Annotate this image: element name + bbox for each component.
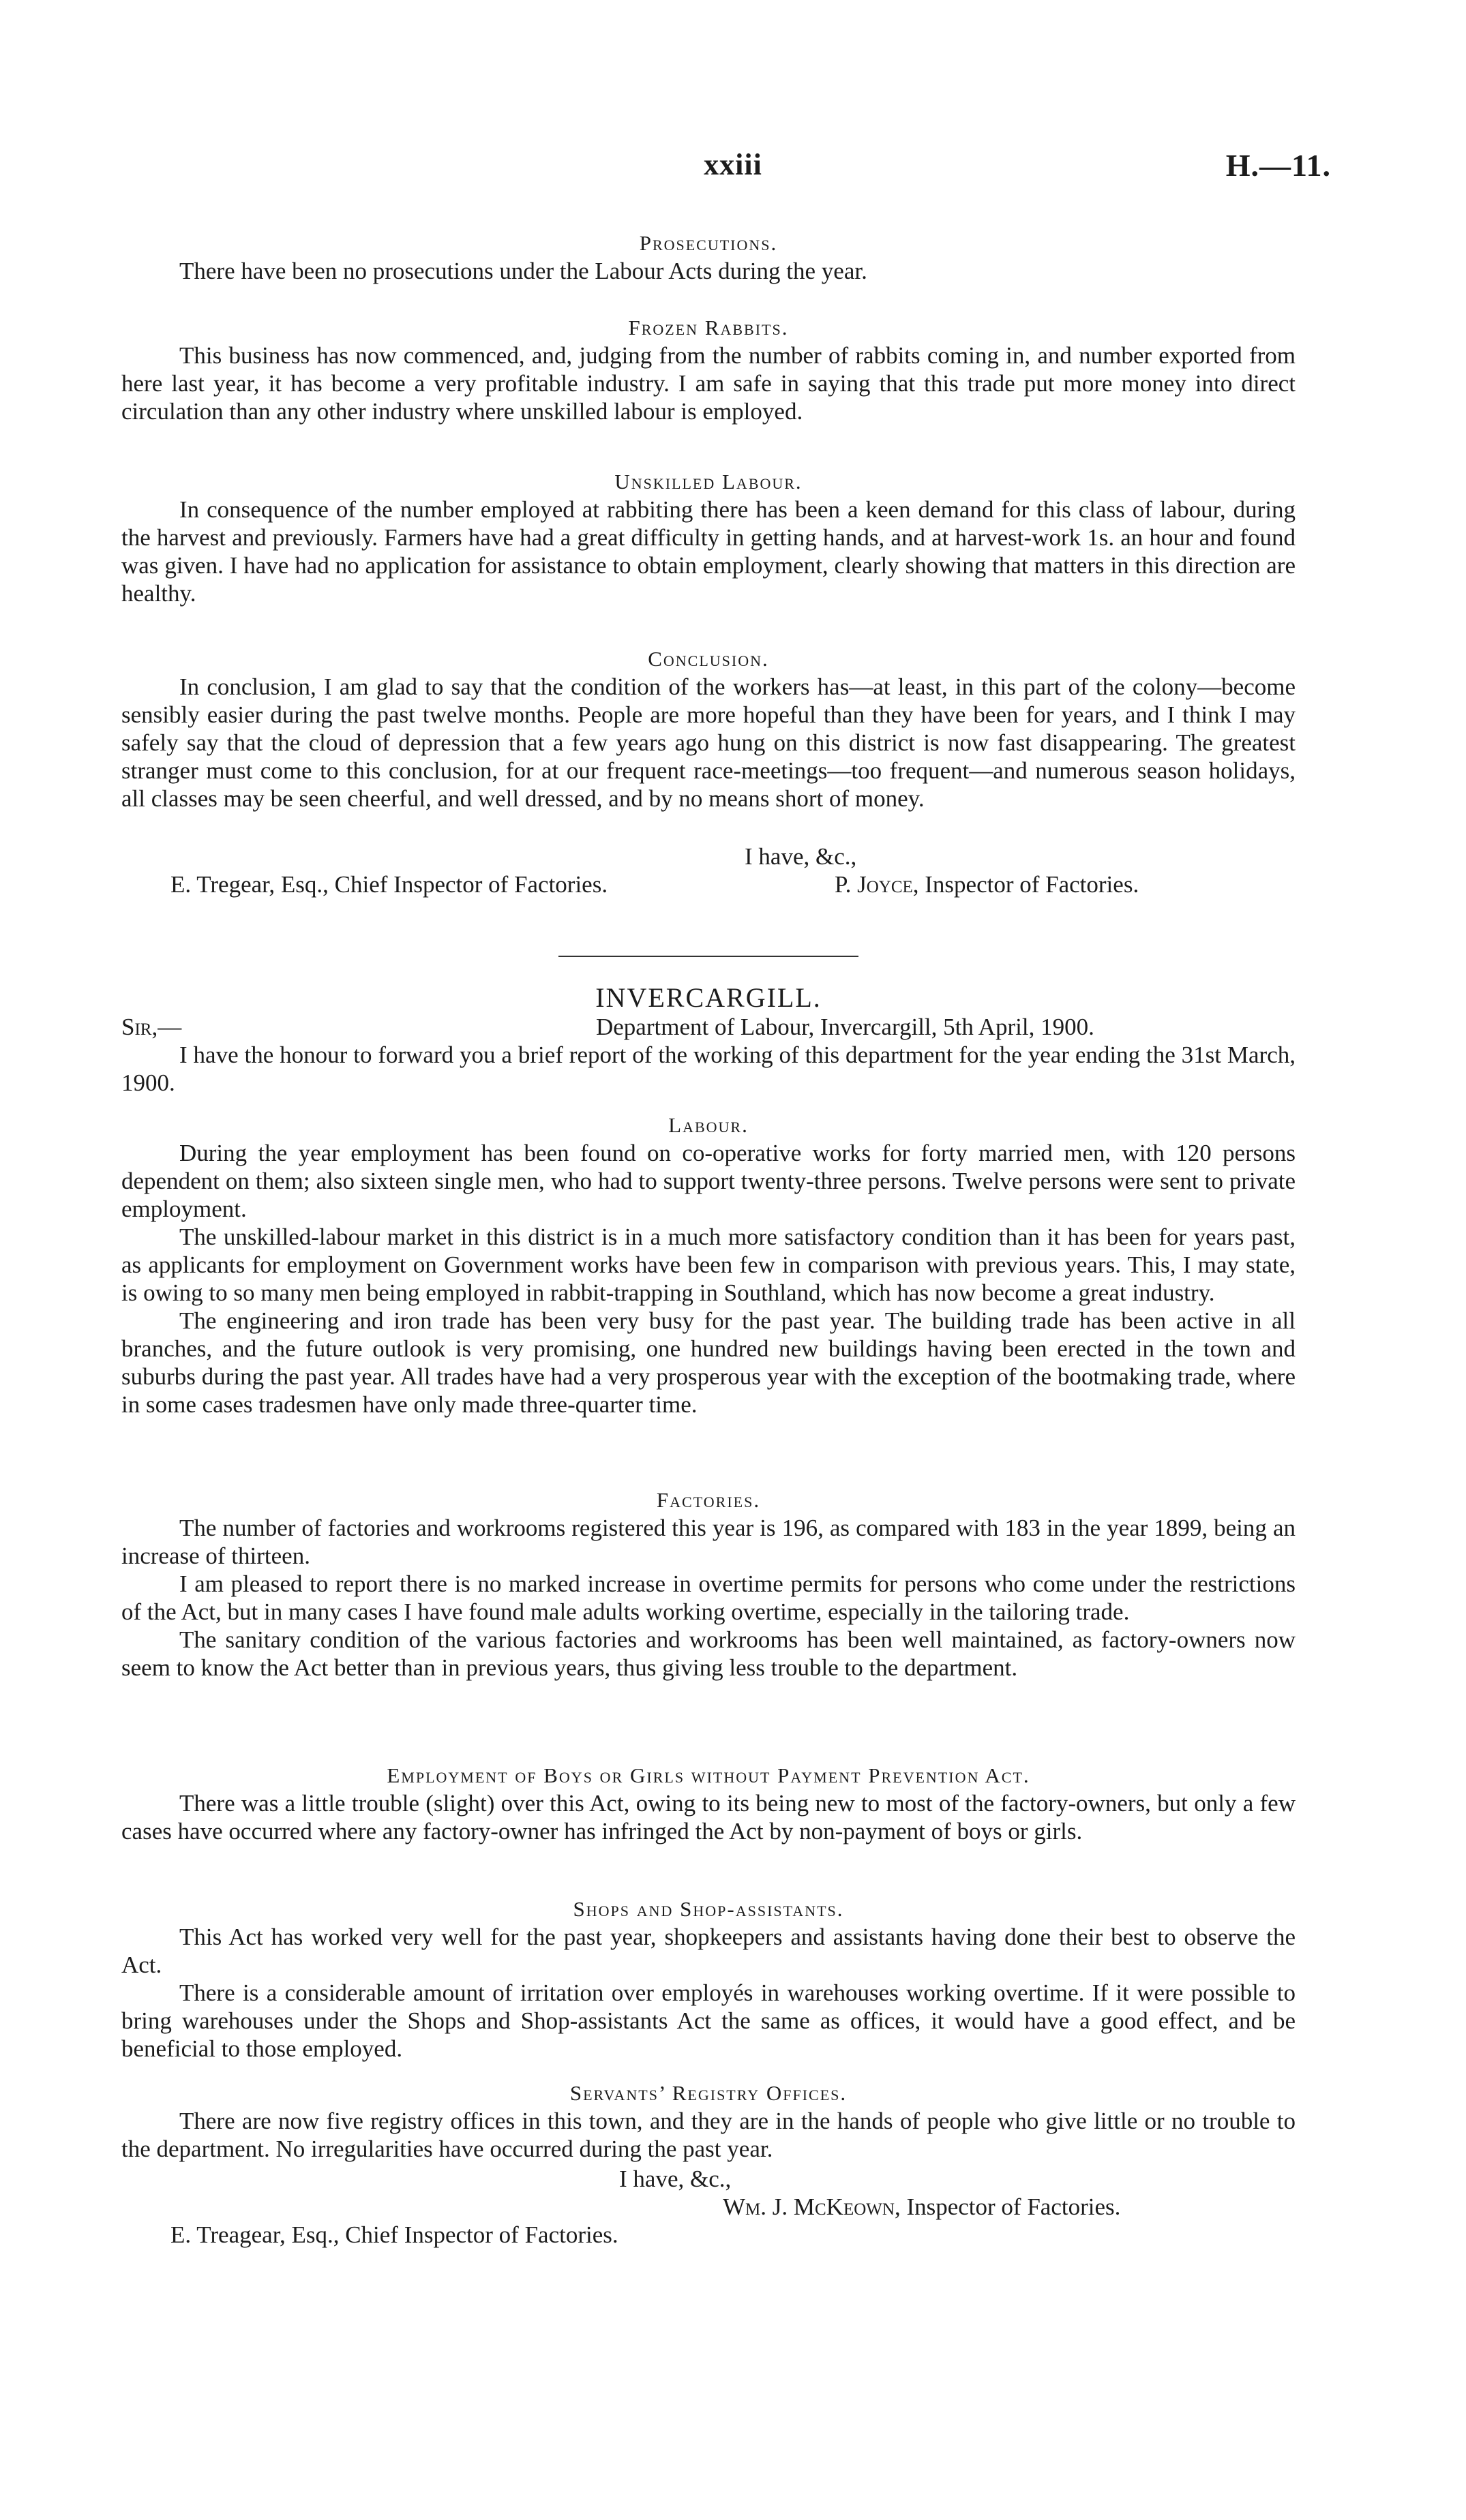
signatory-name-2: Wm. J. McKeown (723, 2193, 895, 2220)
heading-conclusion: Conclusion. (648, 647, 769, 671)
section-prosecutions (121, 229, 1296, 285)
paragraph-factories-1: The number of factories and workrooms registered this year is 196, as compared with 183 in the year 1899, being an increase of thirteen. (121, 1515, 1296, 1569)
heading-frozen-rabbits: Frozen Rabbits. (628, 316, 789, 339)
signature-block-2 (121, 2165, 1296, 2249)
paragraph-frozen-rabbits: This business has now commenced, and, judging from the number of rabbits coming in, and number exported from here last year, it has become a very profitable industry. I am safe in saying that this trade put more money into direct circulation than any other industry where unskilled labour is employed. (121, 342, 1296, 425)
page-header (0, 147, 1466, 188)
paragraph-conclusion: In conclusion, I am glad to say that the condition of the workers has—at least, in this part of the colony—become sensibly easier during the past twelve months. People are more hopeful than they have been for years, and I think I may safely say that the cloud of depression that a few years ago hung on this district is now fast disappearing. The greatest stranger must come to this conclusion, for at our frequent race-meetings—too frequent—and numerous season holidays, all classes may be seen cheerful, and well dressed, and by no means short of money. (121, 673, 1296, 812)
signatory-1 (835, 870, 1139, 898)
section-conclusion (121, 645, 1296, 813)
section-frozen-rabbits (121, 314, 1296, 425)
section-factories (121, 1486, 1296, 1682)
heading-factories: Factories. (656, 1488, 761, 1512)
heading-labour: Labour. (668, 1113, 749, 1137)
page-number: xxiii (704, 148, 762, 181)
heading-unskilled-labour: Unskilled Labour. (614, 470, 803, 494)
addressee-1: E. Tregear, Esq., Chief Inspector of Factories. (170, 871, 608, 898)
signature-block-1 (121, 842, 1296, 898)
paragraph-registry: There are now five registry offices in this town, and they are in the hands of people who give little or no trouble to the department. No irregularities have occurred during the past year. (121, 2108, 1296, 2162)
dateline: Department of Labour, Invercargill, 5th April, 1900. (596, 1014, 1094, 1040)
closing-1: I have, &c., (745, 843, 857, 870)
section-labour (121, 1111, 1296, 1418)
paragraph-factories-3: The sanitary condition of the various factories and workrooms has been well maintained, as factory-owners now seem to know the Act better than in previous years, thus giving less trouble to the department. (121, 1626, 1296, 1681)
paragraph-labour-1: During the year employment has been found on co-operative works for forty married men, with 120 persons dependent on them; also sixteen single men, who had to support twenty-three persons. Twelve persons were sent to private employment. (121, 1140, 1296, 1222)
heading-employment-act: Employment of Boys or Girls without Payment Prevention Act. (387, 1763, 1030, 1787)
paragraph-employment-act: There was a little trouble (slight) over this Act, owing to its being new to most of the factory-owners, but only a few cases have occurred where any factory-owner has infringed the Act by non-payment of boys or girls. (121, 1790, 1296, 1845)
paragraph-factories-2: I am pleased to report there is no marked increase in overtime permits for persons who come under the restrictions of the Act, but in many cases I have found male adults working overtime, especially in the tailoring trade. (121, 1570, 1296, 1625)
signatory-2 (723, 2193, 1120, 2221)
paragraph-labour-2: The unskilled-labour market in this district is in a much more satisfactory condition than it has been for years past, as applicants for employment on Government works have been few in comparison with previous years. This, I may state, is owing to so many men being employed in rabbit-trapping in Southland, which has now become a great industry. (121, 1224, 1296, 1306)
report-title: INVERCARGILL. (595, 982, 822, 1013)
paragraph-labour-3: The engineering and iron trade has been very busy for the past year. The building trade has been active in all branches, and the future outlook is very promising, one hundred new buildings having been erected in the town and suburbs during the past year. All trades have had a very prosperous year with the exception of the bootmaking trade, where in some cases tradesmen have only made three-quarter time. (121, 1307, 1296, 1418)
section-divider (121, 956, 1296, 957)
heading-prosecutions: Prosecutions. (639, 231, 778, 255)
paragraph-prosecutions: There have been no prosecutions under the Labour Acts during the year. (179, 258, 867, 284)
paragraph-shops-2: There is a considerable amount of irritation over employés in warehouses working overtime. If it were possible to bring warehouses under the Shops and Shop-assistants Act the same as offices, it would have a good effect, and be beneficial to those employed. (121, 1979, 1296, 2062)
section-employment-act (121, 1761, 1296, 1845)
section-unskilled-labour (121, 468, 1296, 607)
signatory-name-1: P. Joyce (835, 871, 913, 898)
section-shops (121, 1895, 1296, 2063)
signatory-title-1: , Inspector of Factories. (912, 871, 1139, 898)
document-reference: H.—11. (1225, 148, 1331, 183)
heading-shops: Shops and Shop-assistants. (573, 1897, 844, 1921)
signatory-title-2: , Inspector of Factories. (894, 2193, 1121, 2220)
section-registry (121, 2079, 1296, 2163)
section-invercargill-intro (121, 983, 1296, 1097)
salutation: Sir,— (121, 1014, 182, 1040)
paragraph-unskilled-labour: In consequence of the number employed at rabbiting there has been a keen demand for this class of labour, during the harvest and previously. Farmers have had a great difficulty in getting hands, and at harvest-work 1s. an hour and found was given. I have had no application for assistance to obtain employment, clearly showing that matters in this direction are healthy. (121, 496, 1296, 607)
paragraph-intro: I have the honour to forward you a brief report of the working of this department for the year ending the 31st March, 1900. (121, 1042, 1296, 1096)
heading-registry: Servants’ Registry Offices. (569, 2081, 848, 2105)
paragraph-shops-1: This Act has worked very well for the past year, shopkeepers and assistants having done their best to observe the Act. (121, 1924, 1296, 1978)
divider-rule (558, 956, 858, 957)
closing-2: I have, &c., (619, 2166, 732, 2192)
addressee-2: E. Treagear, Esq., Chief Inspector of Factories. (170, 2221, 618, 2248)
